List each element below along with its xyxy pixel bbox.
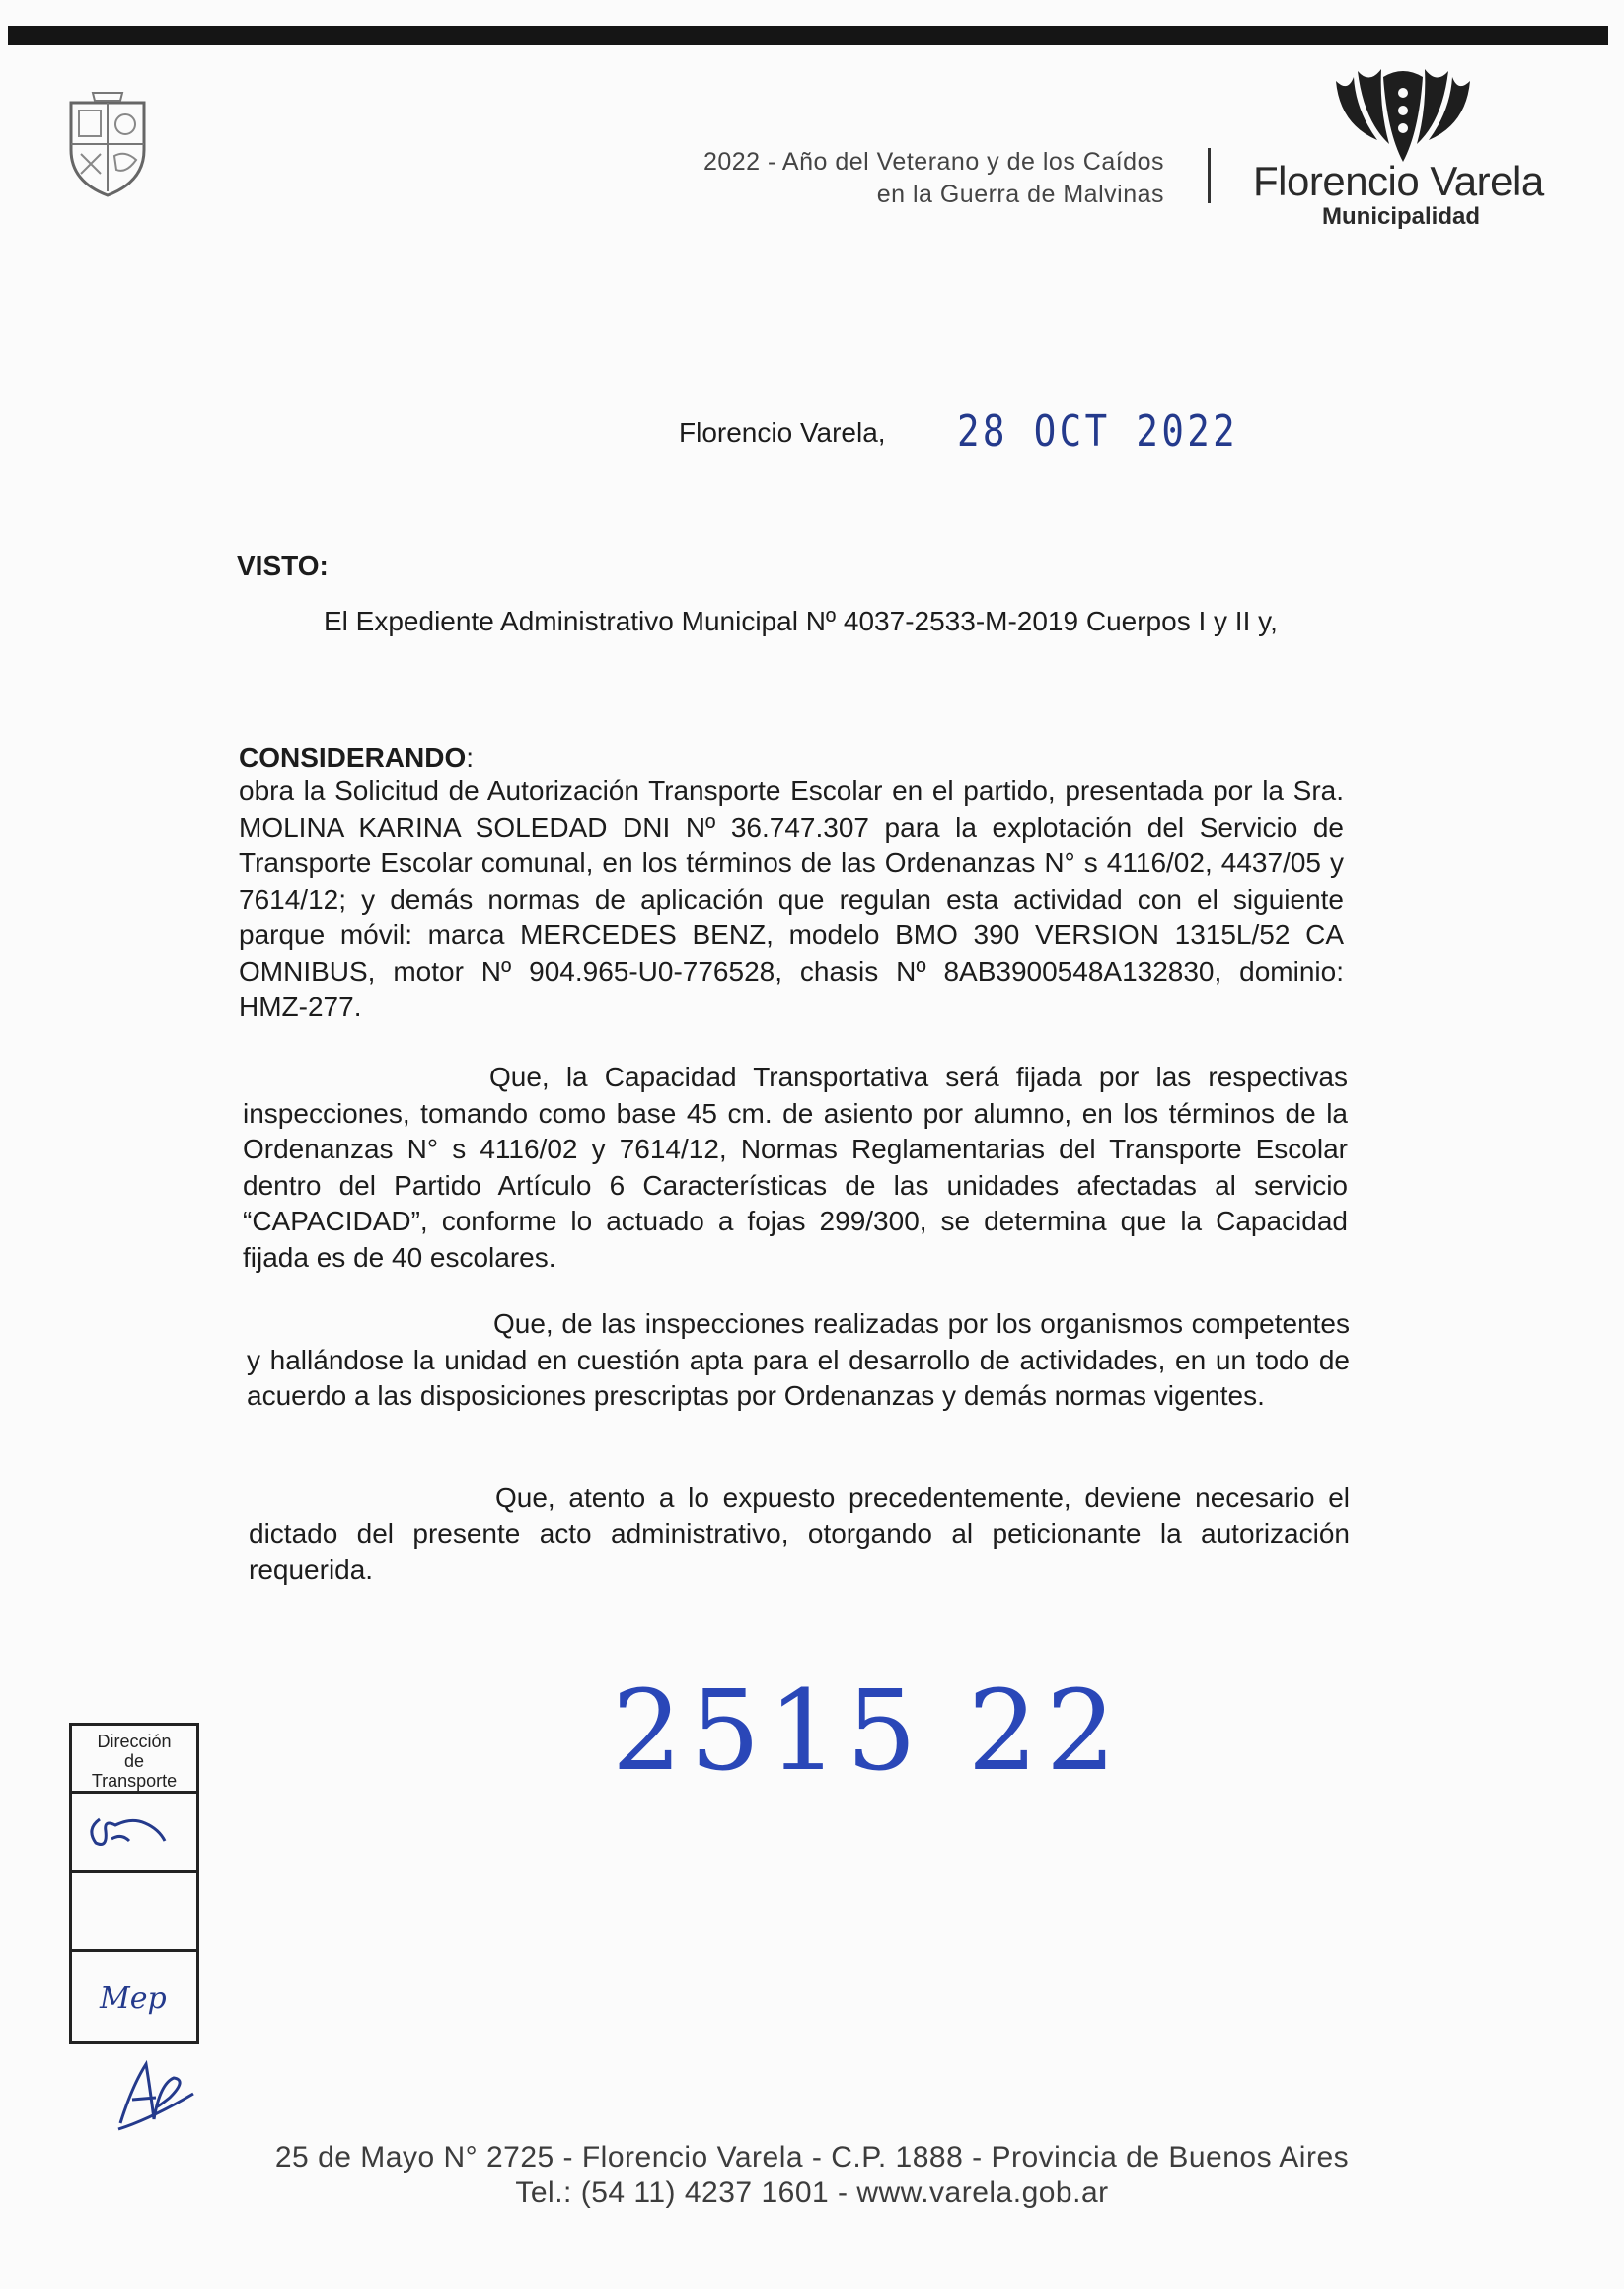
considerando-paragraph-2: Que, la Capacidad Transportativa será fijada por las respectivas inspecciones, tomando como base 45 cm. de asiento por alumno, en los términos de la Ordenanzas N° s 4116/02 y 7614/12, Normas Reglamentarias del Transporte Escolar dentro del Partido Artículo 6 Características de las unidades afectadas al servicio “CAPACIDAD”, conforme lo actuado a fojas 299/300, se determina que la Capacidad fijada es de 40 escolares. <box>243 1062 1348 1273</box>
considerando-paragraph-4: Que, atento a lo expuesto precedentemente, deviene necesario el dictado del presente acto administrativo, otorgando al peticionante la autorización requerida. <box>249 1482 1350 1585</box>
date-place: Florencio Varela, <box>679 417 886 448</box>
routing-cell-initials <box>72 1952 196 2028</box>
florencio-varela-logo-icon <box>1326 63 1480 164</box>
routing-box <box>69 1723 199 2044</box>
considerando-colon: : <box>466 742 475 773</box>
date-stamp: 28 OCT 2022 <box>957 406 1239 457</box>
footer-contact: Tel.: (54 11) 4237 1601 - www.varela.gob.ar <box>515 2177 1109 2209</box>
routing-initials: Mep <box>100 1981 167 2016</box>
municipal-coat-of-arms-icon <box>63 91 152 199</box>
routing-title-line-3: Transporte <box>91 1771 178 1791</box>
motto-line-2: en la Guerra de Malvinas <box>876 181 1164 208</box>
considerando-paragraph-1: obra la Solicitud de Autorización Transporte Escolar en el partido, presentada por la Sra. MOLINA KARINA SOLEDAD DNI Nº 36.747.307 para la explotación del Servicio de Transporte Escolar comunal, en los términos de las Ordenanzas N° s 4116/02, 4437/05 y 7614/12; y demás normas de aplicación que regulan esta actividad con el siguiente parque móvil: marca MERCEDES BENZ, modelo BMO 390 VERSION 1315L/52 CA OMNIBUS, motor Nº 904.965-U0-776528, chasis Nº 8AB3900548A132830, dominio: HMZ-277. <box>239 775 1344 1022</box>
footer-address: 25 de Mayo N° 2725 - Florencio Varela - C.P. 1888 - Provincia de Buenos Aires <box>274 2141 1350 2174</box>
motto-line-1: 2022 - Año del Veterano y de los Caídos <box>702 148 1164 176</box>
visto-text: El Expediente Administrativo Municipal Nº 4037-2533-M-2019 Cuerpos I y II y, <box>324 606 1278 636</box>
considerando-heading <box>239 742 474 774</box>
routing-title-line-2: de <box>123 1751 145 1771</box>
considerando-label: CONSIDERANDO <box>239 742 467 773</box>
header-divider <box>1208 148 1211 203</box>
routing-title-line-1: Dirección <box>97 1732 172 1751</box>
routing-box-title <box>72 1726 196 1794</box>
considerando-paragraph-3: Que, de las inspecciones realizadas por los organismos competentes y hallándose la unidad en cuestión apta para el desarrollo de actividades, en un todo de acuerdo a las disposiciones prescriptas por Ordenanzas y demás normas vigentes. <box>247 1308 1350 1411</box>
handwritten-signature-icon <box>82 1809 181 1855</box>
brand-name: Florencio Varela <box>1253 158 1544 204</box>
resolution-number-stamp: 2515 22 <box>612 1667 1125 1796</box>
routing-cell-signature <box>72 1794 196 1873</box>
visto-heading: VISTO: <box>237 551 329 581</box>
top-border-bar <box>8 26 1608 45</box>
brand-subtitle: Municipalidad <box>1322 203 1481 230</box>
handwritten-initial-icon <box>111 2058 199 2133</box>
commemorative-motto <box>703 146 1164 211</box>
routing-cell-empty <box>72 1873 196 1952</box>
